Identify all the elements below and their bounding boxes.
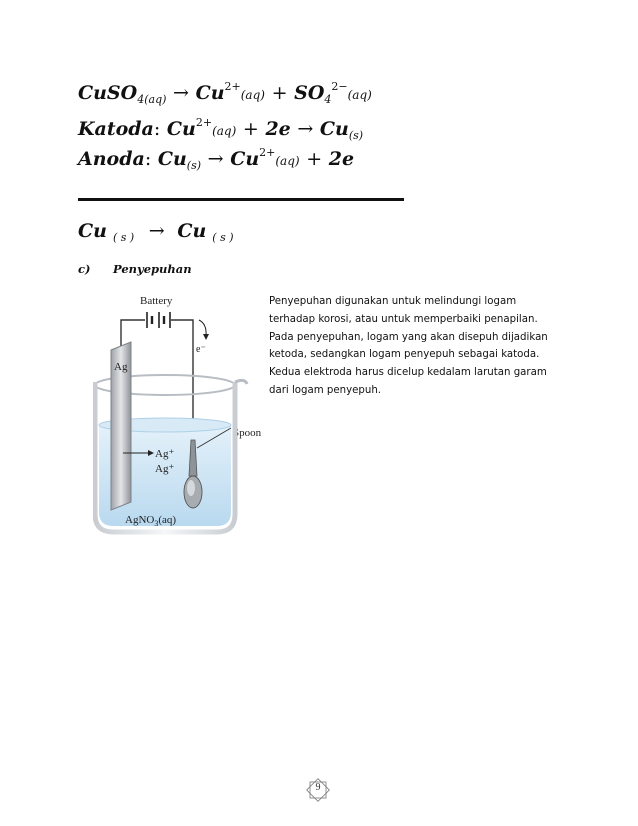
formula-cu: Cu xyxy=(157,148,187,170)
paragraph-line: ketoda, sedangkan logam penyepuh sebagai katoda. xyxy=(269,349,540,361)
electrons: 2e xyxy=(328,148,355,170)
subscript: 4(aq) xyxy=(137,93,167,106)
explanation-paragraph xyxy=(269,293,569,400)
battery-label: Battery xyxy=(140,295,173,307)
plus-sign: + xyxy=(306,148,323,170)
formula-cuso4: CuSO xyxy=(78,82,138,104)
plus-sign: + xyxy=(271,82,288,104)
electrons: 2e xyxy=(265,118,291,140)
formula-cu: Cu xyxy=(166,118,196,140)
page-number: 9 xyxy=(315,782,321,793)
sum-divider-line xyxy=(78,198,404,201)
solution-label: AgNO$_3$(aq) xyxy=(125,514,177,528)
equation-net xyxy=(78,220,234,244)
paragraph-line: dari logam penyepuh. xyxy=(269,384,382,396)
phase: (aq) xyxy=(240,88,265,102)
battery-icon xyxy=(147,312,170,328)
formula-cu: Cu xyxy=(230,148,260,170)
reaction-arrow: → xyxy=(297,118,314,140)
colon: : xyxy=(153,118,161,140)
formula-so4: SO xyxy=(294,82,325,104)
charge: 2+ xyxy=(259,146,276,159)
spoon-label: Spoon xyxy=(233,427,262,439)
electron-label: e⁻ xyxy=(196,344,206,355)
phase: ( s ) xyxy=(112,231,135,244)
paragraph-line: Kedua elektroda harus dicelup kedalam larutan garam xyxy=(269,367,547,379)
ion-label-2: Ag⁺ xyxy=(155,463,175,475)
phase: (s) xyxy=(186,159,202,172)
electroplating-diagram xyxy=(93,290,273,540)
paragraph-line: Pada penyepuhan, logam yang akan disepuh dijadikan xyxy=(269,331,548,343)
phase: (s) xyxy=(348,129,364,142)
phase: (aq) xyxy=(212,124,237,138)
equation-dissociation xyxy=(78,80,372,106)
subscript: 4 xyxy=(324,93,332,106)
plus-sign: + xyxy=(242,118,259,140)
phase: (aq) xyxy=(275,154,300,168)
colon: : xyxy=(144,148,152,170)
anode-label: Ag xyxy=(114,361,128,373)
phase: (aq) xyxy=(347,88,372,102)
label-katoda: Katoda xyxy=(78,118,154,140)
formula-cu: Cu xyxy=(319,118,349,140)
reaction-arrow: → xyxy=(148,220,165,242)
charge: 2+ xyxy=(195,116,213,129)
arrow-head-icon xyxy=(203,334,209,340)
section-marker: c) xyxy=(78,262,91,276)
charge: 2− xyxy=(331,80,348,93)
label-anoda: Anoda xyxy=(78,148,145,170)
formula-cu: Cu xyxy=(177,220,207,242)
charge: 2+ xyxy=(224,80,241,93)
reaction-arrow: → xyxy=(173,82,189,104)
section-title: Penyepuhan xyxy=(113,262,192,276)
ion-label-1: Ag⁺ xyxy=(155,448,175,460)
reaction-arrow: → xyxy=(207,148,224,170)
paragraph-line: Penyepuhan digunakan untuk melindungi logam xyxy=(269,296,517,307)
electron-flow-arrow xyxy=(199,320,206,336)
equation-anode xyxy=(78,146,354,172)
phase: ( s ) xyxy=(212,231,234,244)
paragraph-line: terhadap korosi, atau untuk memperbaiki penapilan. xyxy=(269,313,538,325)
equation-cathode xyxy=(78,116,363,142)
formula-cu: Cu xyxy=(78,220,107,242)
formula-cu: Cu xyxy=(195,82,225,104)
